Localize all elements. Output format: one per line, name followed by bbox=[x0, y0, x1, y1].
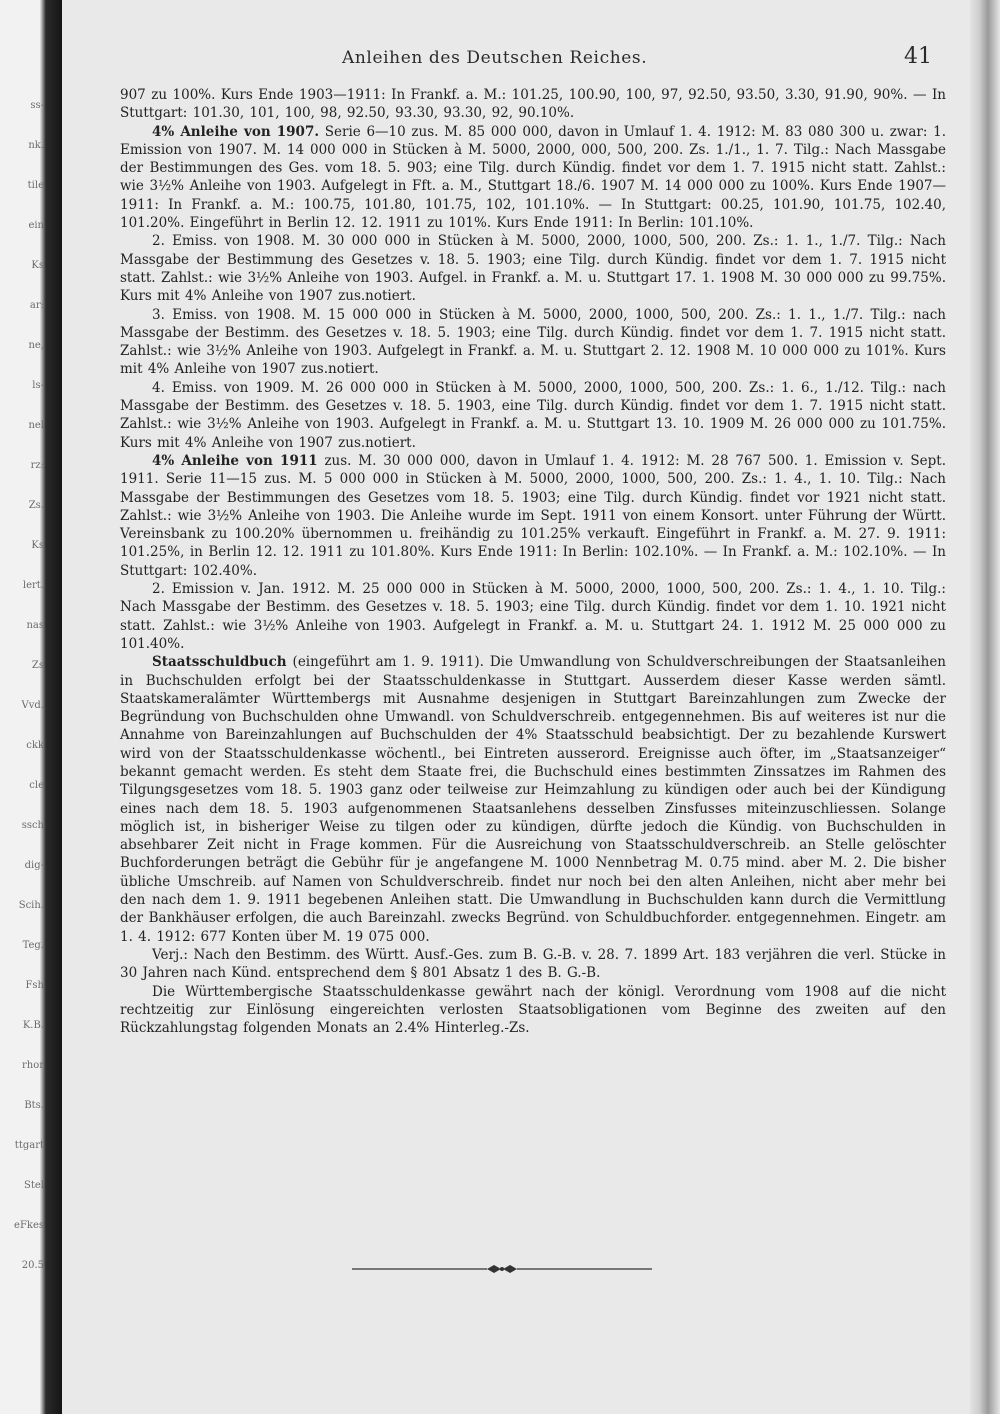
margin-fragment: Vvd. bbox=[21, 700, 44, 711]
margin-fragment: ttgart bbox=[14, 1140, 44, 1151]
margin-fragment: ls- bbox=[32, 380, 44, 391]
paragraph-8: Staatsschuldbuch (eingeführt am 1. 9. 1911). Die Umwandlung von Schuldverschreibungen der Staatsanleihen in Buchschulden erfolgt bei der Staatsschuldenkasse in Stuttgart. Ausserdem dieser Kasse werden sämtl. Staatskameralämter Württembergs mit Ausnahme desjenigen in Stuttgart Bareinzahlungen zum Zwecke der Begründung von Buchschulden ohne Umwandl. von Schuldverschreib. entgegennehmen. Bis auf weiteres ist nur die Annahme von Bareinzahlungen auf Buchschulden der 4% Staatsschuld beabsichtigt. Der zu bezahlende Kurswert wird von der Staatsschuldenkasse wöchentl., bei Eintreten ausserord. Ereignisse auch öfter, im „Staatsanzeiger“ bekannt gemacht werden. Es steht dem Staate frei, die Buchschuld eines bestimmten Zinssatzes im Rahmen des Tilgungsgesetzes vom 18. 5. 1903 ganz oder teilweise zur Heimzahlung zu kündigen oder auch bei der Kündigung eines nach dem 18. 5. 1903 aufgenommenen Staatsanlehens desselben Zinsfusses miteinzuschliessen. Solange möglich ist, in bisheriger Weise zu tilgen oder zu kündigen, dürfte jedoch die Kündig. von Buchschulden in absehbarer Zeit nicht in Frage kommen. Für die Ausreichung von Staatsschuldverschreib. an Stelle gelöschter Buchforderungen beträgt die Gebühr für je angefangene M. 1000 Nennbetrag M. 0.75 mind. aber M. 2. Die bisher übliche Umschreib. auf Namen von Schuldverschreib. findet nur noch bei den alten Anleihen, nicht aber mehr bei den nach dem 1. 9. 1911 begebenen Anleihen statt. Die Umwandlung in Buchschulden kann durch die Vermittlung der Bankhäuser erfolgen, die auch Bareinzahl. zwecks Begründ. von Schuldbuchforder. entgegennehmen. Eingetr. am 1. 4. 1912: 677 Konten über M. 19 075 000. bbox=[120, 654, 946, 945]
paragraph-1: 907 zu 100%. Kurs Ende 1903—1911: In Frankf. a. M.: 101.25, 100.90, 100, 97, 92.50, 93.50, 3.30, 91.90, 90%. — In Stuttgart: 101.30, 101, 100, 98, 92.50, 93.30, 93.30, 92, 90.10%. bbox=[120, 87, 946, 122]
margin-fragment: Ks bbox=[31, 540, 44, 551]
margin-fragment: cle bbox=[29, 780, 44, 791]
margin-fragment: ein bbox=[28, 220, 44, 231]
paragraph-7: 2. Emission v. Jan. 1912. M. 25 000 000 in Stücken à M. 5000, 2000, 1000, 500, 200. Zs.: 1. 4., 1. 10. Tilg.: Nach Massgabe der Bestimm. des Gesetzes v. 18. 5. 1903; eine Tilg. durch Kündig. findet vor dem 1. 10. 1921 nicht statt. Zahlst.: wie 3½% Anleihe von 1903. Aufgelegt in Frankf. a. M. u. Stuttgart 24. 1. 1912 M. 25 000 000 zu 101.40%. bbox=[120, 581, 946, 652]
margin-fragment: Stel bbox=[24, 1180, 44, 1191]
section-heading: 4% Anleihe von 1911 bbox=[152, 452, 318, 469]
paragraph-9: Verj.: Nach den Bestimm. des Württ. Ausf.-Ges. zum B. G.-B. v. 28. 7. 1899 Art. 183 verjähren die verl. Stücke in 30 Jahren nach Künd. entsprechend dem § 801 Absatz 1 des B. G.-B. bbox=[120, 946, 946, 982]
margin-fragment: ss- bbox=[30, 100, 44, 111]
ornament-divider bbox=[352, 1262, 652, 1276]
margin-fragment: Zs bbox=[31, 660, 44, 671]
paragraph-2: 4% Anleihe von 1907. Serie 6—10 zus. M. 85 000 000, davon in Umlauf 1. 4. 1912: M. 83 080 300 u. zwar: 1. Emission von 1907. M. 14 000 000 in Stücken à M. 5000, 2000, 000, 500, 200. Zs. 1./1., 1. 7. Tilg.: Nach Massgabe der Bestimmungen des Ges. vom 18. 5. 903; eine Tilg. durch Kündig. findet vor dem 1. 7. 1915 nicht statt. Zahlst.: wie 3½% Anleihe von 1903. Aufgelegt in Fft. a. M., Stuttgart 18./6. 1907 M. 14 000 000 zu 100%. Kurs Ende 1907—1911: In Frankf. a. M.: 100.75, 101.80, 101.75, 102, 101.10%. — In Stuttgart: 00.25, 101.90, 101.75, 102.40, 101.20%. Eingeführt in Berlin 12. 12. 1911 zu 101%. Kurs Ende 1911: In Berlin: 101.10%. bbox=[120, 123, 946, 232]
section-heading: 4% Anleihe von 1907. bbox=[152, 123, 320, 140]
running-title: Anleihen des Deutschen Reiches. bbox=[342, 48, 648, 68]
paragraph-3: 2. Emiss. von 1908. M. 30 000 000 in Stücken à M. 5000, 2000, 1000, 500, 200. Zs.: 1. 1., 1./7. Tilg.: Nach Massgabe der Bestimmung des Gesetzes v. 18. 5. 1903; eine Tilg. durch Kündig. findet vor dem 1. 7. 1915 nicht statt. Zahlst.: wie 3½% Anleihe von 1903. Aufgel. in Frankf. a. M. u. Stuttgart 17. 1. 1908 M. 30 000 000 zu 99.75%. Kurs mit 4% Anleihe von 1907 zus.notiert. bbox=[120, 233, 946, 305]
margin-fragment: nel bbox=[28, 420, 44, 431]
margin-fragment: lert. bbox=[22, 580, 44, 591]
section-heading: Staatsschuldbuch bbox=[152, 654, 287, 671]
paragraph-5: 4. Emiss. von 1909. M. 26 000 000 in Stücken à M. 5000, 2000, 1000, 500, 200. Zs.: 1. 6., 1./12. Tilg.: nach Massgabe der Bestimm. des Gesetzes v. 18. 5. 1903, eine Tilg. durch Kündig. findet vor dem 1. 7. 1915 nicht statt. Zahlst.: wie 3½% Anleihe von 1903. Aufgelegt in Frankf. a. M. u. Stuttgart 13. 10. 1909 M. 26 000 000 zu 101.75%. Kurs mit 4% Anleihe von 1907 zus.notiert. bbox=[120, 379, 946, 451]
margin-fragment: Bts. bbox=[24, 1100, 44, 1111]
margin-fragment: Scih. bbox=[18, 900, 44, 911]
margin-fragment: ckk bbox=[26, 740, 44, 751]
right-page-edge bbox=[970, 0, 1000, 1414]
margin-fragment: Zs. bbox=[28, 500, 44, 511]
margin-fragment: rz: bbox=[30, 460, 44, 471]
left-page-edge bbox=[0, 0, 62, 1414]
margin-fragment: ne, bbox=[28, 340, 44, 351]
paragraph-6: 4% Anleihe von 1911 zus. M. 30 000 000, davon in Umlauf 1. 4. 1912: M. 28 767 500. 1. Emission v. Sept. 1911. Serie 11—15 zus. M. 5 000 000 in Stücken à M. 5000, 2000, 1000, 500, 200. Zs.: 1. 4., 1. 10. Tilg.: Nach Massgabe der Bestimmungen des Gesetzes vom 18. 5. 1903; eine Tilg. durch Kündig. findet vor 1921 nicht statt. Zahlst.: wie 3½% Anleihe von 1903. Die Anleihe wurde im Sept. 1911 von einem Konsort. unter Führung der Württ. Vereinsbank zu 100.20% übernommen u. freihändig zu 101.25% verkauft. Eingeführt in Frankf. a. M. 27. 9. 1911: 101.25%, in Berlin 12. 12. 1911 zu 101.80%. Kurs Ende 1911: In Berlin: 102.10%. — In Frankf. a. M.: 102.10%. — In Stuttgart: 102.40%. bbox=[120, 452, 946, 579]
margin-fragment: tile bbox=[27, 180, 44, 191]
margin-fragment: Fsh bbox=[25, 980, 44, 991]
margin-fragment: nk. bbox=[28, 140, 44, 151]
margin-fragment: ssch bbox=[21, 820, 44, 831]
page-number: 41 bbox=[904, 44, 932, 69]
margin-fragment: ar: bbox=[29, 300, 44, 311]
margin-fragment: K.B. bbox=[22, 1020, 44, 1031]
margin-fragment: nas bbox=[26, 620, 44, 631]
page-header bbox=[62, 44, 932, 74]
margin-fragment: Teg. bbox=[22, 940, 44, 951]
margin-fragment: eFkes bbox=[14, 1220, 44, 1231]
margin-fragment: 20.5 bbox=[21, 1260, 44, 1271]
margin-fragment: Ks bbox=[31, 260, 44, 271]
body-text bbox=[120, 86, 946, 1037]
paragraph-4: 3. Emiss. von 1908. M. 15 000 000 in Stücken à M. 5000, 2000, 1000, 500, 200. Zs.: 1. 1., 1./7. Tilg.: nach Massgabe der Bestimm. des Gesetzes v. 18. 5. 1903; eine Tilg. durch Kündig. findet vor dem 1. 7. 1915 nicht statt. Zahlst.: wie 3½% Anleihe von 1903. Aufgelegt in Frankf. a. M. u. Stuttgart 2. 12. 1908 M. 10 000 000 zu 101%. Kurs mit 4% Anleihe von 1907 zus.notiert. bbox=[120, 306, 946, 378]
margin-fragment: rhor bbox=[21, 1060, 44, 1071]
document-page bbox=[62, 0, 970, 1414]
paragraph-10: Die Württembergische Staatsschuldenkasse gewährt nach der königl. Verordnung vom 1908 auf die nicht rechtzeitig zur Einlösung eingereichten verlosten Staatsobligationen vom Beginne des zweiten auf den Rückzahlungstag folgenden Monats an 2.4% Hinterleg.-Zs. bbox=[120, 983, 946, 1037]
margin-fragment: dig- bbox=[24, 860, 44, 871]
